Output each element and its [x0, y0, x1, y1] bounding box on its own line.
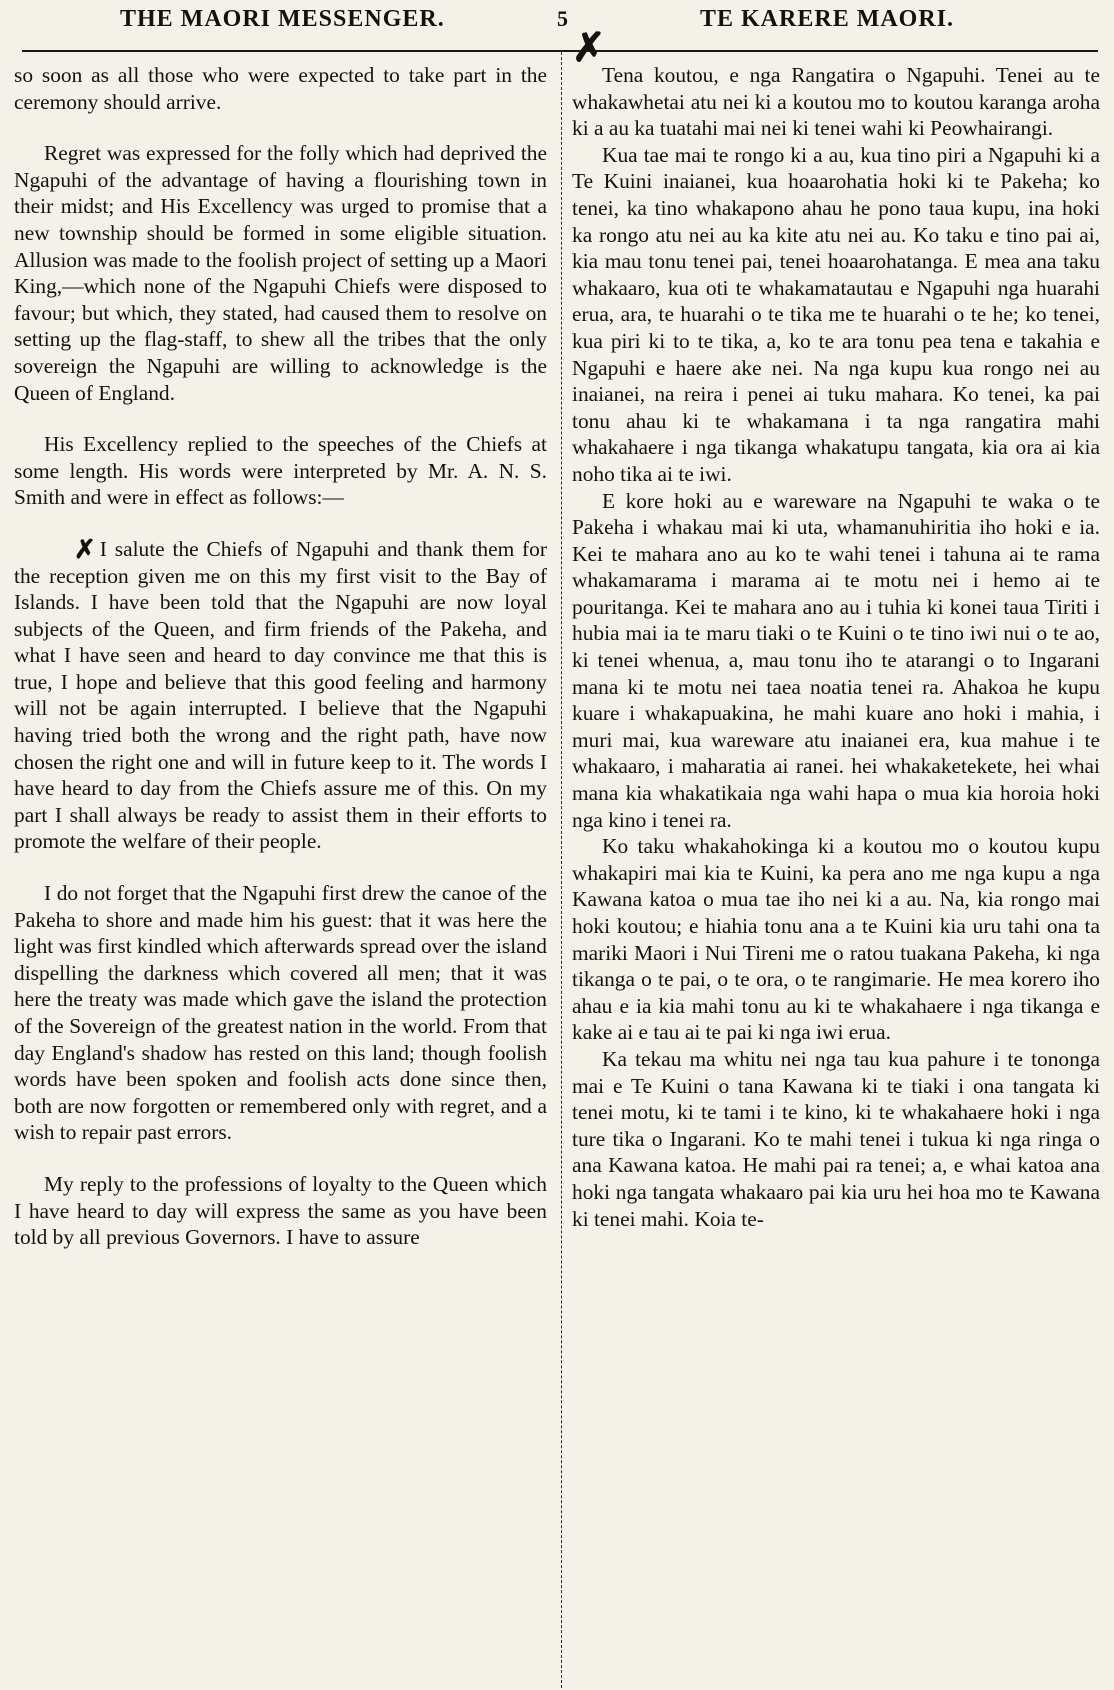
- english-masthead: THE MAORI MESSENGER.: [120, 6, 445, 32]
- english-paragraph-3: His Excellency replied to the speeches of the Chiefs at some length. His words were interpreted by Mr. A. N. S. Smith and were in effect as follows:—: [14, 432, 547, 510]
- handwritten-cross-mark: ✗: [74, 534, 96, 564]
- maori-paragraph-5: Ka tekau ma whitu nei nga tau kua pahure i te tononga mai e Te Kuini o tana Kawana ki te tiaki i ona tangata ki tenei motu, ki te tami i te kino, ki te whakahaere hoki i nga ture tika o Ingarani. Ko te mahi tenei i tukua ki nga ringa o ana Kawana katoa. He mahi pai ra tenei; a, e whai katoa ana hoki nga tangata whakaaro pai kia uru hei hoa mo te Kawana ki tenei mahi. Koia te-: [572, 1046, 1100, 1231]
- handwritten-cross-mark: ✗: [572, 25, 606, 70]
- english-column: [14, 62, 547, 1684]
- maori-paragraph-3: E kore hoki au e wareware na Ngapuhi te waka o te Pakeha i whakau mai ki uta, whamanuhiritia iho hoki e ia. Kei te mahara ano au ko te wahi tenei i tahuna ai te rama whakamarama i marama ai te motu nei i hemo ai te pouritanga. Kei te mahara ano au i tuhia ki konei taua Tiriti i hubia mai ia te maru tiaki o te Kuini o te tino iwi nui o te ao, ki tenei whenua, a, mau tonu iho te atarangi o to Ingarani mana ki te motu nei taea noatia tenei ra. Ahakoa he kupu kuare i whakapuakina, he mahi kuare ano hoki i mahia, i muri mai, kua wareware atu inaianei era, kua mahue i te whakaaro, i maharatia ai ranei. hei whakaketekete, hei whai mana kia whakatikaia nga wahi hapa o mua kia horoia hoki nga kino i tenei ra.: [572, 488, 1100, 832]
- page-number: 5: [557, 6, 569, 31]
- english-paragraph-2: Regret was expressed for the folly which had deprived the Ngapuhi of the advantage of having a flourishing town in their midst; and His Excellency was urged to promise that a new township should be formed in some eligible situation. Allusion was made to the foolish project of setting up a Maori King,—which none of the Ngapuhi Chiefs were disposed to favour; but which, they stated, had caused them to resolve on setting up the flag-staff, to shew all the tribes that the only sovereign the Ngapuhi are willing to acknowledge is the Queen of England.: [14, 141, 547, 405]
- english-paragraph-1: so soon as all those who were expected to take part in the ceremony should arrive.: [14, 63, 547, 114]
- english-paragraph-4: [14, 536, 547, 855]
- page-header: [0, 0, 1114, 48]
- english-paragraph-4-text: I salute the Chiefs of Ngapuhi and thank them for the reception given me on this my first visit to the Bay of Islands. I have been told that the Ngapuhi are now loyal subjects of the Queen, and firm friends of the Pakeha, and what I have seen and heard to day convince me that this is true, I hope and believe that this good feeling and harmony will not be again interrupted. I believe that the Ngapuhi having tried both the wrong and the right path, have now chosen the right one and will in future keep to it. The words I have heard to day from the Chiefs assure me of this. On my part I shall always be ready to assist them in their efforts to promote the welfare of their people.: [14, 536, 547, 854]
- maori-masthead: TE KARERE MAORI.: [700, 6, 955, 32]
- maori-paragraph-2: Kua tae mai te rongo ki a au, kua tino piri a Ngapuhi ki a Te Kuini inaianei, kua hoaarohatia hoki ki te Pakeha; ko tenei, ka tino whakapono ahau he pono taua kupu, ina hoki ka rongo atu nei au ka kite atu nei au. Ko taku e tino pai ai, kia mau tonu tenei pai, tenei hoaarohatanga. E mea ana taku whakaaro, kua oti te whakamatautau e Ngapuhi nga huarahi erua, ara, te huarahi o te tika me te huarahi o te he; ko tenei, kua piri ki to te tika, a, ko te ara tonu pea tena e takahia e Ngapuhi e haere ake nei. Na nga kupu kua rongo nei au inaianei, na reira i penei ai tuku mahara. Ko tenei, ka pai tonu ahau ki te whakamana i ta nga rangatira mahi whakahaere i nga tikanga whakatupu tangata, kia ora ai kia noho tika ai te iwi.: [572, 142, 1100, 486]
- header-rule: [22, 50, 1098, 52]
- english-paragraph-5: I do not forget that the Ngapuhi first drew the canoe of the Pakeha to shore and made him his guest: that it was here the light was first kindled which afterwards spread over the island dispelling the darkness which covered all men; that it was here the treaty was made which gave the island the protection of the Sovereign of the greatest nation in the world. From that day England's shadow has rested on this land; though foolish words have been spoken and foolish acts done since then, both are now forgotten or remembered only with regret, and a wish to repair past errors.: [14, 881, 547, 1145]
- english-paragraph-6: My reply to the professions of loyalty to the Queen which I have heard to day will express the same as you have been told by all previous Governors. I have to assure: [14, 1171, 547, 1250]
- maori-paragraph-1: Tena koutou, e nga Rangatira o Ngapuhi. Tenei au te whakawhetai atu nei ki a koutou mo to koutou karanga aroha ki a au ka tuatahi mai nei ki tenei wahi ki Peowhairangi.: [572, 63, 1100, 141]
- maori-column: [572, 62, 1100, 1684]
- column-divider: [561, 52, 562, 1688]
- maori-paragraph-4: Ko taku whakahokinga ki a koutou mo o koutou kupu whakapiri mai kia te Kuini, ka pera ano me nga kupu a nga Kawana katoa o mua tae iho nei ki a au. Na, kia rongo mai hoki koutou; e hiahia tonu ana a te Kuini kia uru tahi ona ta mariki Maori i Nui Tireni me o ratou tuakana Pakeha, ki nga tikanga o te pai, o te ora, o te rangimarie. He mea korero iho ahau e ia kia mahi tonu au ki te whakahaere i nga tikanga e kake ai e tau ai te pai ki nga iwi erua.: [572, 834, 1100, 1045]
